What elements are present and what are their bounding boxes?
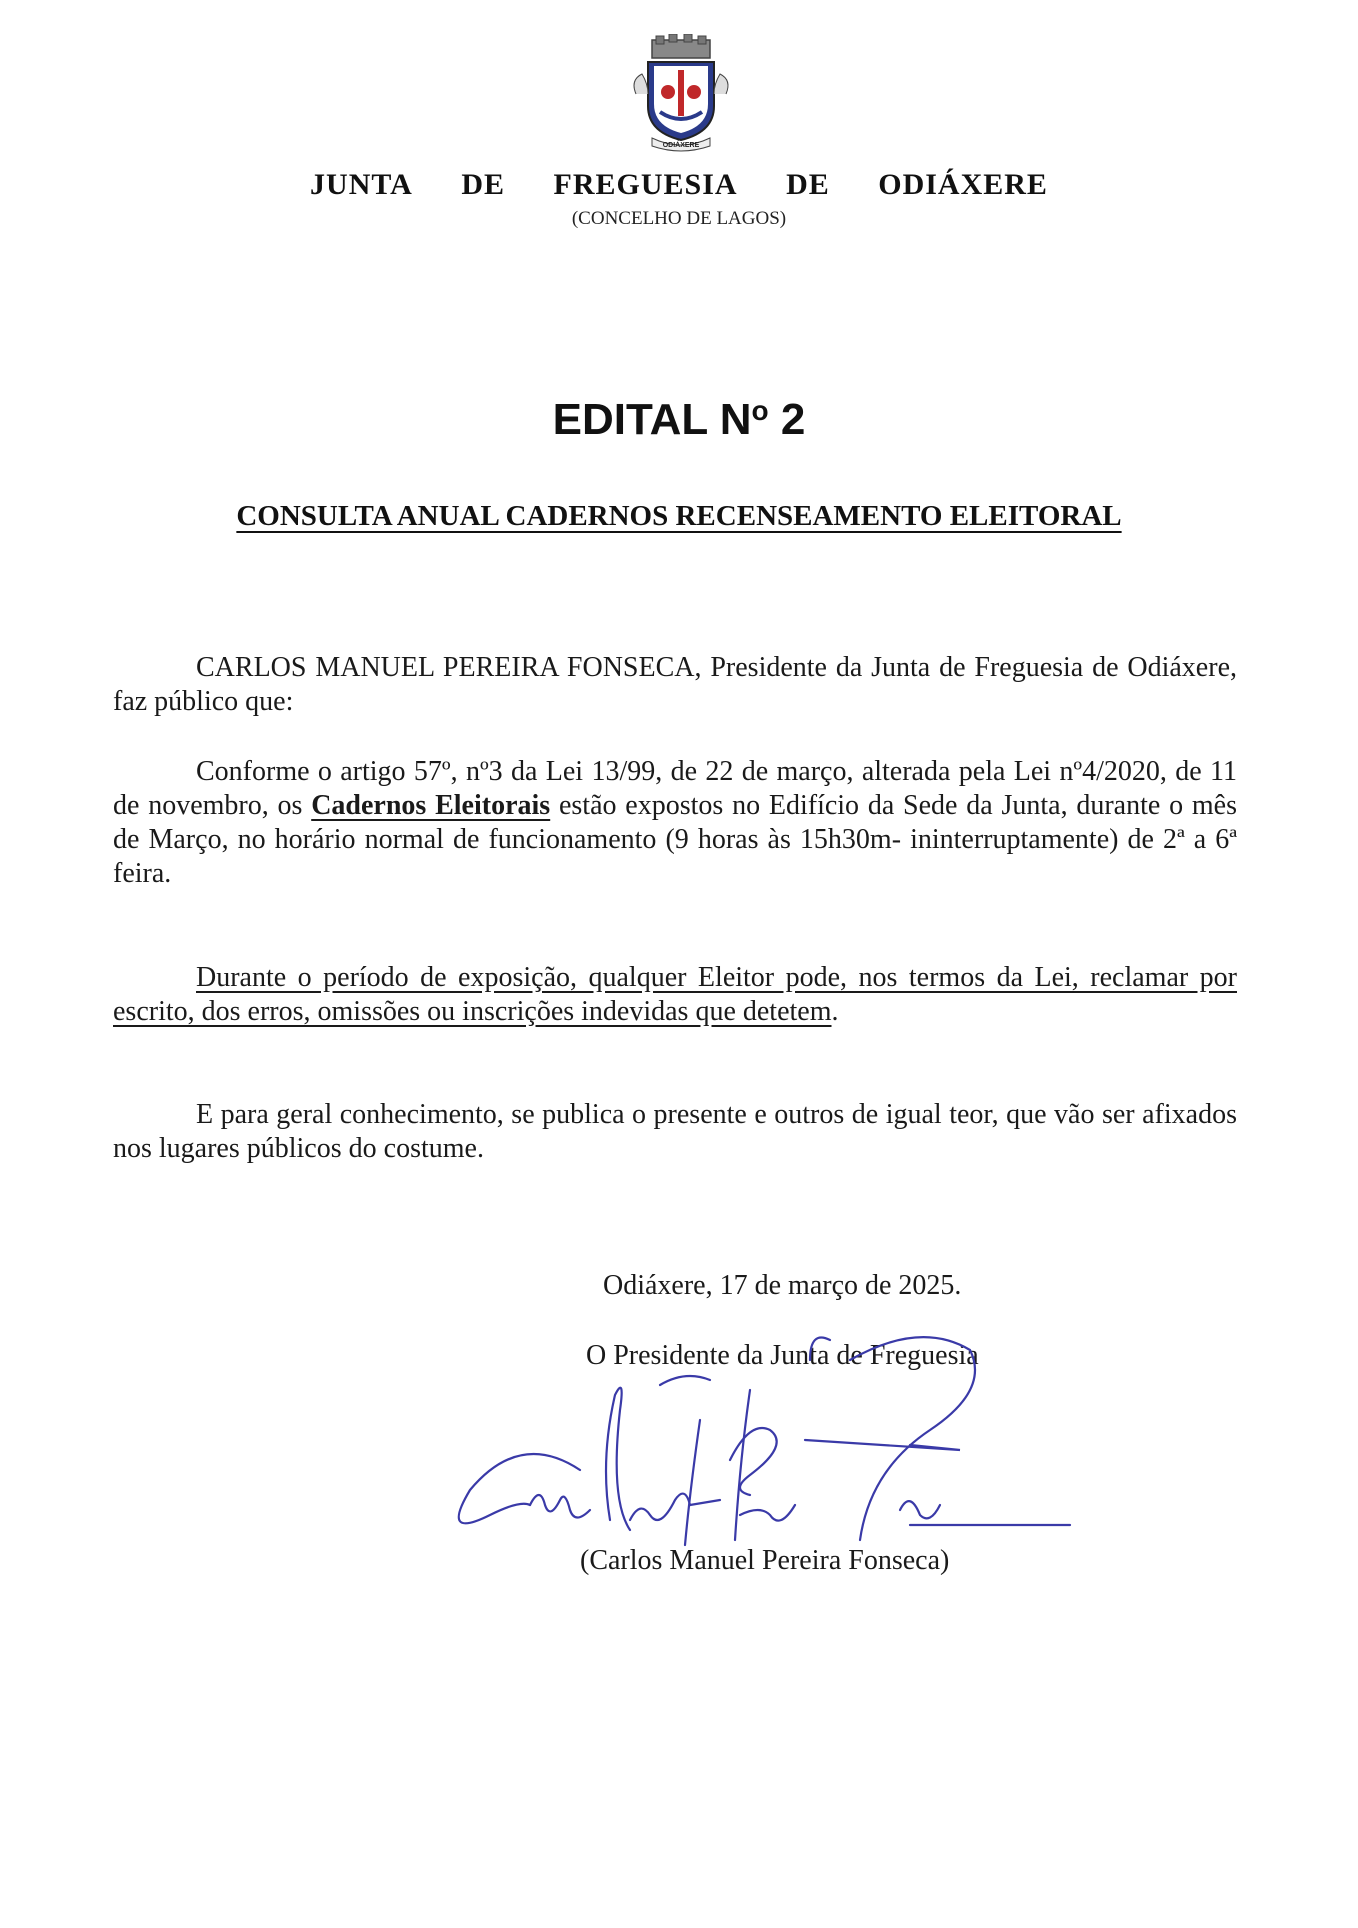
notice-title-ordinal: o: [751, 395, 769, 426]
org-word: DE: [461, 168, 506, 201]
paragraph-complaints: [113, 961, 1237, 1029]
paragraph-exposure-text: Conforme o artigo 57º, nº3 da Lei 13/99, de 22 de março, alterada pela Lei nº4/2020, de 11 de novembro, os: [113, 756, 1237, 821]
paragraph-publication-text: E para geral conhecimento, se publica o presente e outros de igual teor, que vão ser afixados nos lugares públicos do costume.: [113, 1099, 1237, 1164]
paragraph-exposure-text-end: estão expostos no Edifício da Sede da Junta, durante o mês de Março, no horário normal de funcionamento (9 horas às 15h30m- ininterruptamente) de 2ª a 6ª feira.: [113, 790, 1237, 889]
signer-role: O Presidente da Junta de Freguesia: [586, 1340, 979, 1371]
org-word: FREGUESIA: [553, 168, 738, 201]
cadernos-eleitorais-emphasis: Cadernos Eleitorais: [311, 790, 551, 821]
parish-crest-icon: [626, 34, 736, 154]
org-word: ODIÁXERE: [878, 168, 1048, 201]
crest-label: ODIÁXERE: [662, 142, 700, 149]
organization-name: [0, 168, 1358, 202]
paragraph-intro-text: CARLOS MANUEL PEREIRA FONSECA, Presidente da Junta de Freguesia de Odiáxere, faz público que:: [113, 652, 1237, 717]
signer-name: (Carlos Manuel Pereira Fonseca): [580, 1545, 950, 1576]
notice-title: [0, 395, 1358, 445]
paragraph-complaints-end: .: [831, 996, 839, 1027]
handwritten-signature: [450, 1300, 1130, 1560]
council-name: (CONCELHO DE LAGOS): [571, 208, 787, 229]
notice-title-number: 2: [768, 395, 806, 444]
notice-subtitle: CONSULTA ANUAL CADERNOS RECENSEAMENTO ELEITORAL: [236, 500, 1122, 532]
paragraph-complaints-text: Durante o período de exposição, qualquer Eleitor pode, nos termos da Lei, reclamar por escrito, dos erros, omissões ou inscrições indevidas que detetem: [113, 962, 1237, 1027]
org-word: DE: [786, 168, 830, 201]
paragraph-exposure: [113, 755, 1237, 891]
paragraph-publication: [113, 1098, 1237, 1166]
notice-title-text: EDITAL N: [552, 395, 752, 444]
org-word: JUNTA: [310, 168, 413, 201]
closing-date: Odiáxere, 17 de março de 2025.: [603, 1270, 962, 1301]
paragraph-intro: [113, 651, 1237, 719]
